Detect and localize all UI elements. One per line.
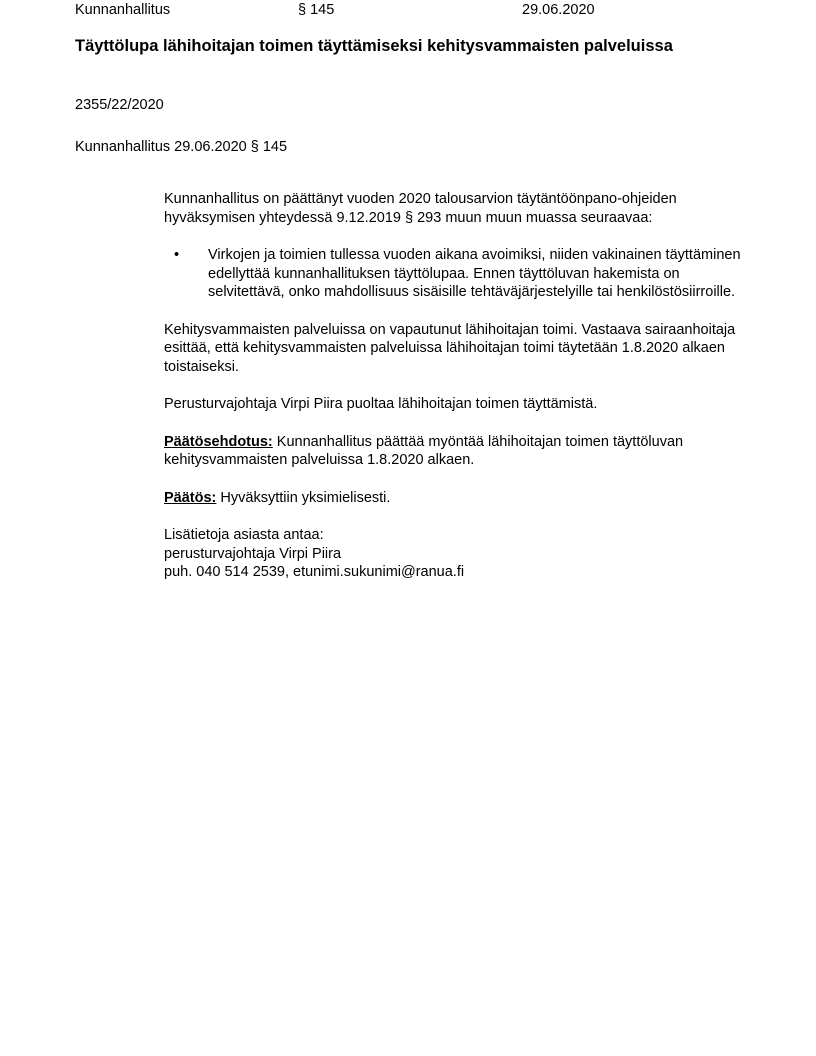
proposal-paragraph <box>164 433 744 470</box>
section-reference: Kunnanhallitus 29.06.2020 § 145 <box>75 139 288 155</box>
bullet-item <box>164 246 744 302</box>
proposal-label: Päätösehdotus: <box>164 433 273 450</box>
bullet-text: Virkojen ja toimien tullessa vuoden aikana avoimiksi, niiden vakinainen täyttäminen edellyttää kunnanhallituksen täyttölupaa. Ennen täyttöluvan hakemista on selvitettävä, onko mahdollisuus sisäisille tehtäväjärjestelyille tai henkilöstösiirroille. <box>208 247 741 300</box>
header-date: 29.06.2020 <box>522 2 595 18</box>
document-header <box>75 1 735 19</box>
document-body <box>164 190 744 582</box>
header-section-number: § 145 <box>298 2 335 18</box>
contact-intro-line: Lisätietoja asiasta antaa: <box>164 527 324 543</box>
decision-paragraph <box>164 489 744 508</box>
contact-person-line: perusturvajohtaja Virpi Piira <box>164 545 342 562</box>
decision-label: Päätös: <box>164 489 217 506</box>
contact-info <box>164 526 744 582</box>
decision-text: Hyväksyttiin yksimielisesti. <box>220 489 391 506</box>
support-paragraph: Perusturvajohtaja Virpi Piira puoltaa lähihoitajan toimen täyttämistä. <box>164 396 598 412</box>
bullet-icon: • <box>174 247 180 263</box>
header-organ: Kunnanhallitus <box>75 2 171 18</box>
proposal-text: Kunnanhallitus päättää myöntää lähihoitajan toimen täyttöluvan kehitysvammaisten palveluissa 1.8.2020 alkaen. <box>164 433 684 468</box>
contact-phone-email-line: puh. 040 514 2539, etunimi.sukunimi@ranua.fi <box>164 564 465 580</box>
vacancy-paragraph: Kehitysvammaisten palveluissa on vapautunut lähihoitajan toimi. Vastaava sairaanhoitaja esittää, että kehitysvammaisten palveluissa lähihoitajan toimi täytetään 1.8.2020 alkaen toistaiseksi. <box>164 321 736 375</box>
document-title: Täyttölupa lähihoitajan toimen täyttämiseksi kehitysvammaisten palveluissa <box>75 37 673 55</box>
intro-paragraph: Kunnanhallitus on päättänyt vuoden 2020 talousarvion täytäntöönpano-ohjeiden hyväksymisen yhteydessä 9.12.2019 § 293 muun muun muassa seuraavaa: <box>164 191 677 226</box>
case-number: 2355/22/2020 <box>75 97 164 113</box>
